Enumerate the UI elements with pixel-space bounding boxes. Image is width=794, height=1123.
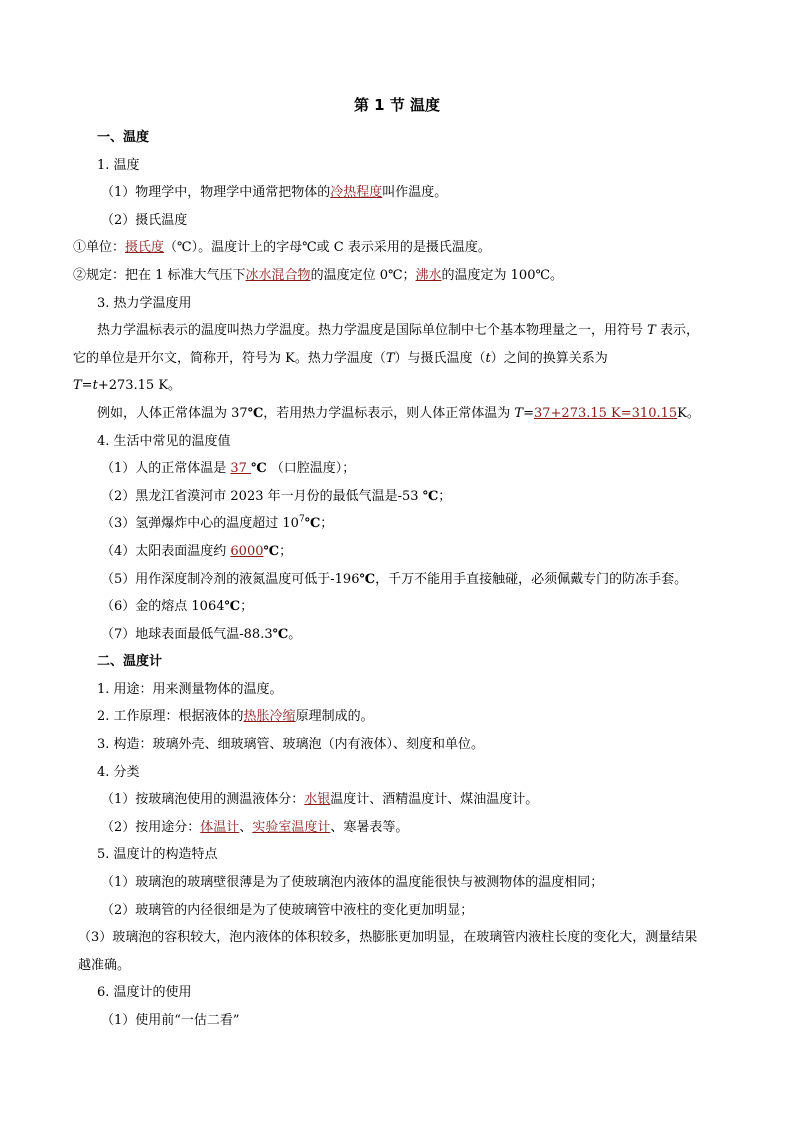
section-heading-thermometer: 二、温度计 (97, 654, 163, 670)
answer-blank: 沸水 (415, 267, 442, 283)
answer-blank: 实验室温度计 (252, 819, 331, 835)
page-title: 第 1 节 温度 (353, 96, 441, 114)
list-item: （6）金的熔点 1064℃； (101, 599, 254, 615)
rule-line: ②规定：把在 1 标准大气压下冰水混合物的温度定位 0℃；沸水的温度定为 100℃。 (73, 267, 564, 283)
list-item: （3）玻璃泡的容积较大，泡内液体的体积较多，热膨胀更加明显，在玻璃管内液柱长度的变化大，测量结果越准确。 (78, 930, 698, 973)
subheading-features: 5. 温度计的构造特点 (97, 847, 218, 863)
unit-line: ①单位：摄氏度（℃）。温度计上的字母℃或 C 表示采用的是摄氏温度。 (73, 240, 491, 256)
answer-blank: 水银 (304, 792, 331, 808)
thermodynamic-paragraph: 热力学温标表示的温度叫热力学温度。热力学温度是国际单位制中七个基本物理量之一，用符号 T 表示，它的单位是开尔文，简称开，符号为 K。热力学温度（T）与摄氏温度（t）之间的换算关系为 T=t+273.15 K。 (73, 323, 699, 394)
list-item: （2）按用途分：体温计、实验室温度计、寒暑表等。 (101, 819, 409, 835)
structure-line: 3. 构造：玻璃外壳、细玻璃管、玻璃泡（内有液体）、刻度和单位。 (97, 737, 485, 753)
list-item: （1）玻璃泡的玻璃壁很薄是为了使玻璃泡内液体的温度能很快与被测物体的温度相同； (101, 875, 604, 891)
answer-blank: 体温计 (200, 819, 240, 835)
subheading-celsius: （2）摄氏温度 (101, 212, 188, 228)
principle-line: 2. 工作原理：根据液体的热胀冷缩原理制成的。 (97, 709, 374, 725)
definition-line: （1）物理学中，物理学中通常把物体的冷热程度叫作温度。 (101, 185, 448, 201)
usage-line: 1. 用途：用来测量物体的温度。 (97, 681, 283, 697)
answer-blank: 冰水混合物 (245, 267, 311, 283)
answer-blank: 冷热程度 (330, 185, 383, 201)
list-item: （7）地球表面最低气温-88.3℃。 (101, 626, 302, 642)
list-item: （1）按玻璃泡使用的测温液体分：水银温度计、酒精温度计、煤油温度计。 (101, 792, 539, 808)
subheading-usage: 6. 温度计的使用 (97, 985, 192, 1001)
list-item: （2）玻璃管的内径很细是为了使玻璃管中液柱的变化更加明显； (101, 902, 474, 918)
list-item: （2）黑龙江省漠河市 2023 年一月份的最低气温是-53 ℃； (101, 488, 452, 504)
answer-blank: =310.15 (620, 405, 678, 421)
subheading-classification: 4. 分类 (97, 764, 140, 780)
subheading-common-values: 4. 生活中常见的温度值 (97, 433, 231, 449)
answer-blank: 热胀冷缩 (243, 709, 296, 725)
document-body (73, 124, 709, 1035)
list-item: （1）使用前“一估二看” (101, 1013, 240, 1028)
list-item: （3）氢弹爆炸中心的温度超过 $10^7℃$； (101, 514, 334, 532)
answer-blank: 摄氏度 (125, 240, 165, 256)
list-item: （4）太阳表面温度约 6000℃； (101, 543, 293, 559)
answer-blank: 37+273.15 K (533, 405, 621, 421)
subheading-thermodynamic: 3. 热力学温度用 (97, 295, 192, 311)
subheading-temperature: 1. 温度 (97, 157, 140, 173)
example-line: 例如，人体正常体温为 37℃，若用热力学温标表示，则人体正常体温为 T=37+273.15 K=310.15K。 (97, 405, 700, 421)
answer-blank: 6000 (230, 543, 264, 559)
answer-blank: 37 (230, 461, 252, 477)
section-heading-temperature: 一、温度 (97, 130, 150, 145)
list-item: （1）人的正常体温是 37 ℃ （口腔温度）； (101, 461, 356, 477)
list-item: （5）用作深度制冷剂的液氮温度可低于-196℃，千万不能用手直接触碰，必须佩戴专门的防冻手套。 (101, 571, 688, 587)
